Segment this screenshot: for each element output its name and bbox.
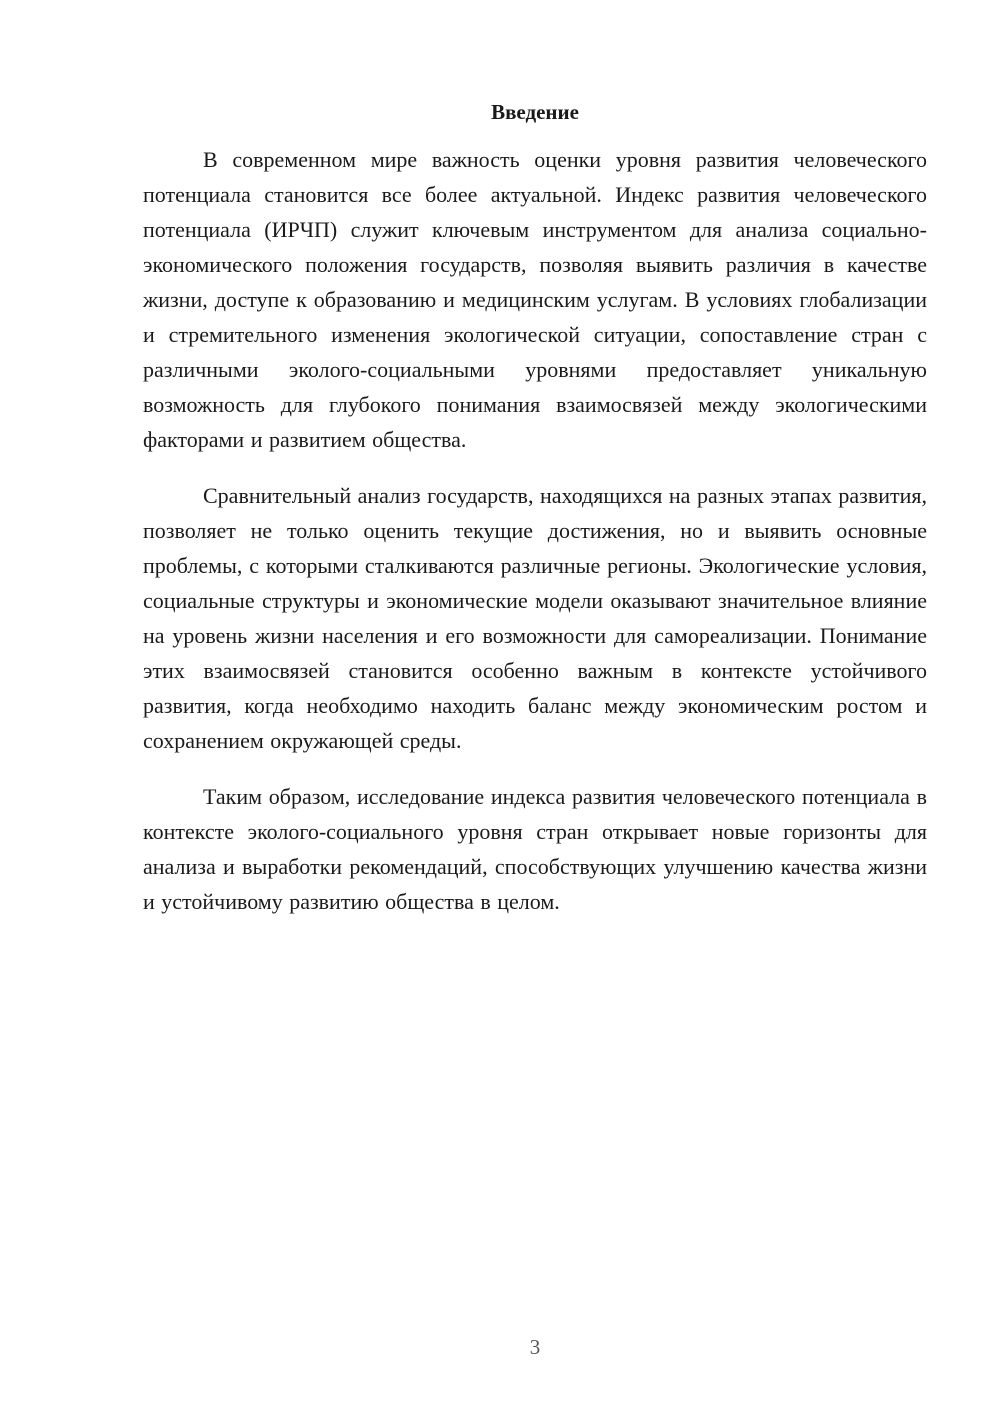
paragraph-3: Таким образом, исследование индекса развития человеческого потенциала в контексте эколого-социального уровня стран открывает новые горизонты для анализа и выработки рекомендаций, способствующих улучшению качества жизни и устойчивому развитию общества в целом. — [143, 784, 927, 914]
body-text — [143, 142, 927, 940]
page-number: 3 — [529, 1335, 541, 1359]
paragraph-2: Сравнительный анализ государств, находящихся на разных этапах развития, позволяет не только оценить текущие достижения, но и выявить основные проблемы, с которыми сталкиваются различные регионы. Экологические условия, социальные структуры и экономические модели оказывают значительное влияние на уровень жизни населения и его возможности для самореализации. Понимание этих взаимосвязей становится особенно важным в контексте устойчивого развития, когда необходимо находить баланс между экономическим ростом и сохранением окружающей среды. — [143, 483, 927, 753]
paragraph-1: В современном мире важность оценки уровня развития человеческого потенциала становится все более актуальной. Индекс развития человеческого потенциала (ИРЧП) служит ключевым инструментом для анализа социально-экономического положения государств, позволяя выявить различия в качестве жизни, доступе к образованию и медицинским услугам. В условиях глобализации и стремительного изменения экологической ситуации, сопоставление стран с различными эколого-социальными уровнями предоставляет уникальную возможность для глубокого понимания взаимосвязей между экологическими факторами и развитием общества. — [143, 147, 927, 452]
section-title: Введение — [491, 100, 579, 124]
